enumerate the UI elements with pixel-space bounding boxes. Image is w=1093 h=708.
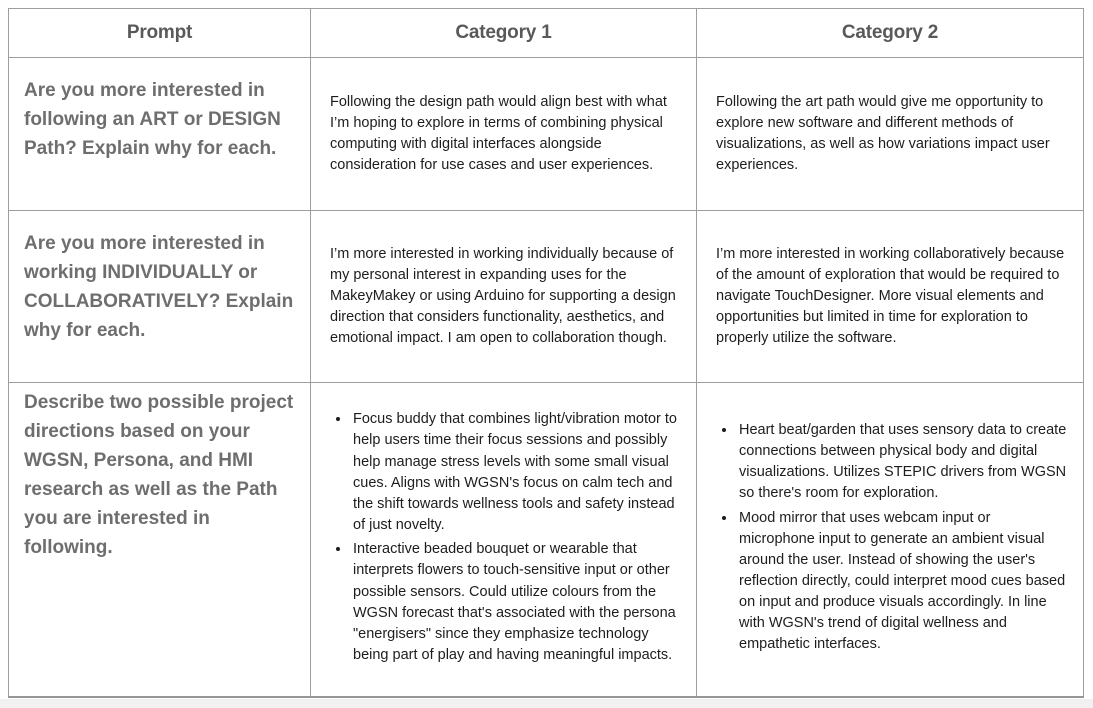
answer-art-design-category-2: Following the art path would give me opportunity to explore new software and different methods of visualizations, as well as how variations impact user experiences. [697, 58, 1084, 211]
header-prompt: Prompt [9, 9, 311, 58]
bullet-mood-mirror: • Mood mirror that uses webcam input or microphone input to generate an ambient visual around the user. Instead of showing the user's reflection directly, could interpret mood cues based on input and produce visuals accordingly. In line with WGSN's trend of digital wellness and empathetic interfaces. [737, 508, 1067, 656]
table-row-individual-collaborative [9, 211, 1084, 383]
bullet-focus-buddy: • Focus buddy that combines light/vibration motor to help users time their focus sessions and possibly help manage stress levels with some small visual cues. Aligns with WGSN's focus on calm tech and the shift towards wellness tools and safety instead of just novelty. [351, 409, 680, 536]
header-category-2: Category 2 [697, 9, 1084, 58]
answer-art-design-category-1: Following the design path would align best with what I’m hoping to explore in terms of combining physical computing with digital interfaces alongside consideration for use cases and user experiences. [311, 58, 697, 211]
bullet-list-category-2 [716, 420, 1067, 656]
bullet-heart-beat-garden: • Heart beat/garden that uses sensory data to create connections between physical body and digital visualizations. Utilizes STEPIC drivers from WGSN so there's room for exploration. [737, 420, 1067, 505]
bullet-beaded-bouquet: • Interactive beaded bouquet or wearable that interprets flowers to touch-sensitive input or other possible sensors. Could utilize colours from the WGSN forecast that's associated with the persona "energisers" since they emphasize technology being part of play and having meaningful impacts. [351, 539, 680, 666]
bullet-list-category-1 [330, 409, 680, 666]
table-row-art-design [9, 58, 1084, 211]
answer-project-directions-category-1 [311, 383, 697, 697]
header-category-1: Category 1 [311, 9, 697, 58]
prompt-response-table [8, 8, 1084, 698]
prompt-individual-collaborative: Are you more interested in working INDIVIDUALLY or COLLABORATIVELY? Explain why for each. [9, 211, 311, 383]
answer-individual-category-1: I’m more interested in working individually because of my personal interest in expanding uses for the MakeyMakey or using Arduino for supporting a design direction that considers functionality, aesthetics, and emotional impact. I am open to collaboration though. [311, 211, 697, 383]
answer-project-directions-category-2 [697, 383, 1084, 697]
prompt-art-design: Are you more interested in following an ART or DESIGN Path? Explain why for each. [9, 58, 311, 211]
answer-collaborative-category-2: I’m more interested in working collaboratively because of the amount of exploration that would be required to navigate TouchDesigner. More visual elements and opportunities but limited in time for exploration to properly utilize the software. [697, 211, 1084, 383]
prompt-project-directions: Describe two possible project directions based on your WGSN, Persona, and HMI research as well as the Path you are interested in following. [9, 383, 311, 697]
page-bottom-edge [0, 699, 1093, 708]
header-row [9, 9, 1084, 58]
table-row-project-directions [9, 383, 1084, 697]
